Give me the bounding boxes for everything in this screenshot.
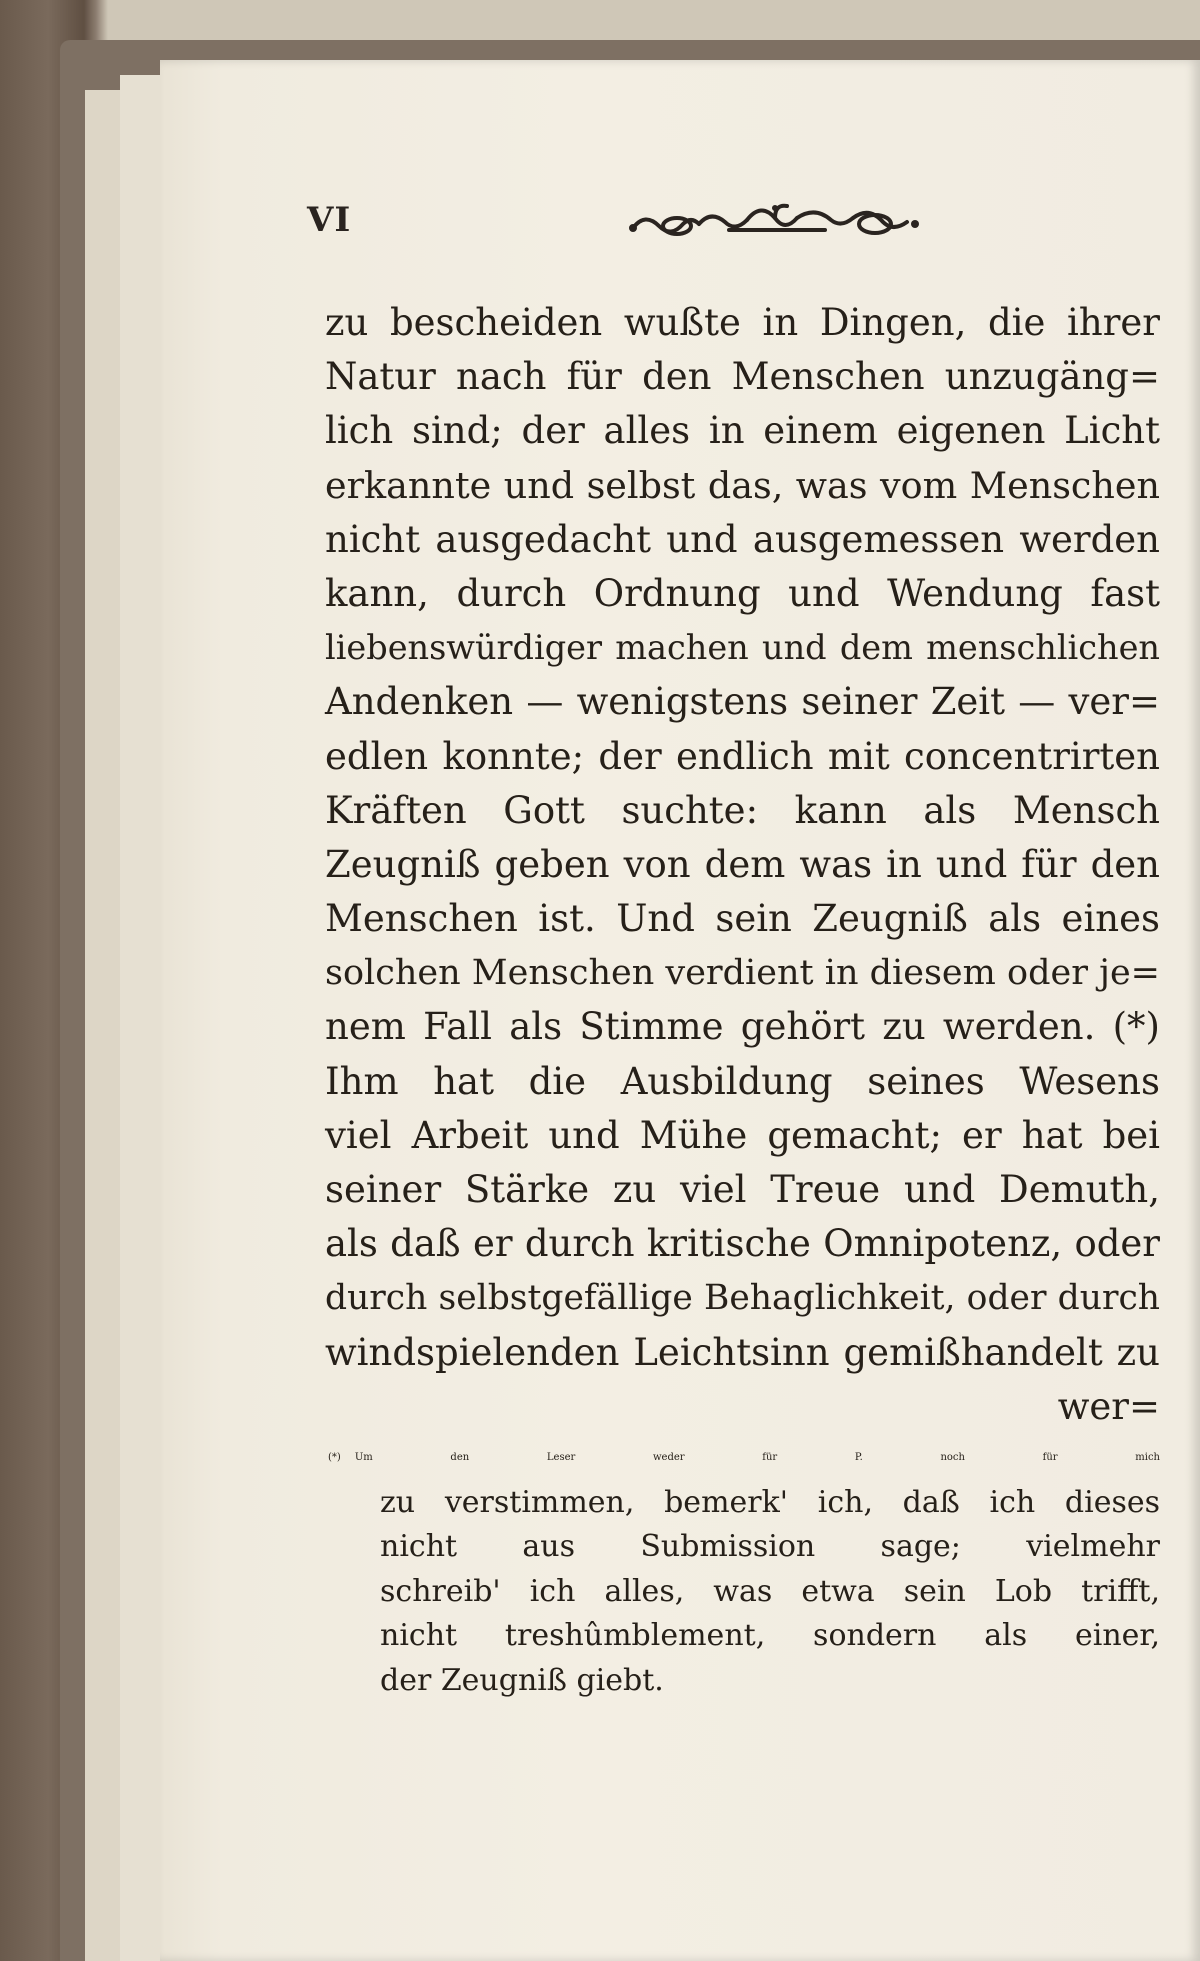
text-line: windspielenden Leichtsinn gemißhandelt zu — [325, 1330, 1160, 1374]
text-line: zu bescheiden wußte in Dingen, die ihrer — [325, 301, 1160, 344]
text-line: nem Fall als Stimme gehört zu werden. (*) — [325, 1005, 1160, 1049]
text-line: durch selbstgefällige Behaglichkeit, oder durch — [325, 1278, 1160, 1319]
text-line: seiner Stärke zu viel Treue und Demuth, — [325, 1168, 1160, 1211]
text-line: Menschen ist. Und sein Zeugniß als eines — [325, 897, 1160, 941]
footnote-line: der Zeugniß giebt. — [380, 1662, 664, 1698]
text-line: nicht ausgedacht und ausgemessen werden — [325, 517, 1160, 561]
text-line: edlen konnte; der endlich mit concentrirten — [325, 734, 1160, 778]
text-line: Zeugniß geben von dem was in und für den — [325, 842, 1160, 886]
footnote-line: nicht aus Submission sage; vielmehr — [380, 1529, 1160, 1565]
text-line: Kräften Gott suchte: kann als Mensch — [325, 788, 1160, 832]
page-number: VI — [307, 200, 352, 240]
text-line: viel Arbeit und Mühe gemacht; er hat bei — [325, 1113, 1160, 1157]
footnote-line-first — [328, 1436, 1160, 1481]
footnote-line: nicht treshûmblement, sondern als einer, — [380, 1618, 1160, 1654]
text-line: erkannte und selbst das, was vom Menschen — [325, 463, 1160, 507]
text-line: Natur nach für den Menschen unzugäng= — [325, 355, 1160, 399]
footnote-mark: (*) — [328, 1452, 341, 1463]
footnote-line: schreib' ich alles, was etwa sein Lob trifft, — [380, 1573, 1160, 1609]
footnote-line: zu verstimmen, bemerk' ich, daß ich dieses — [380, 1484, 1160, 1520]
footnote-line: Um den Leser weder für P. noch für mich — [354, 1452, 1160, 1463]
text-line: als daß er durch kritische Omnipotenz, oder — [325, 1222, 1160, 1266]
footnote — [328, 1436, 1160, 1704]
text-line: kann, durch Ordnung und Wendung fast — [325, 571, 1160, 615]
text-line: Andenken — wenigstens seiner Zeit — ver= — [325, 680, 1160, 724]
text-line: lich sind; der alles in einem eigenen Licht — [325, 409, 1160, 453]
catchword: wer= — [1057, 1384, 1160, 1428]
text-line: Ihm hat die Ausbildung seines Wesens — [325, 1059, 1160, 1103]
text-line: solchen Menschen verdient in diesem oder je= — [325, 953, 1160, 994]
ornament-vignette — [625, 198, 925, 248]
text-line: liebenswürdiger machen und dem menschlichen — [325, 628, 1160, 668]
main-text — [325, 296, 1160, 1434]
